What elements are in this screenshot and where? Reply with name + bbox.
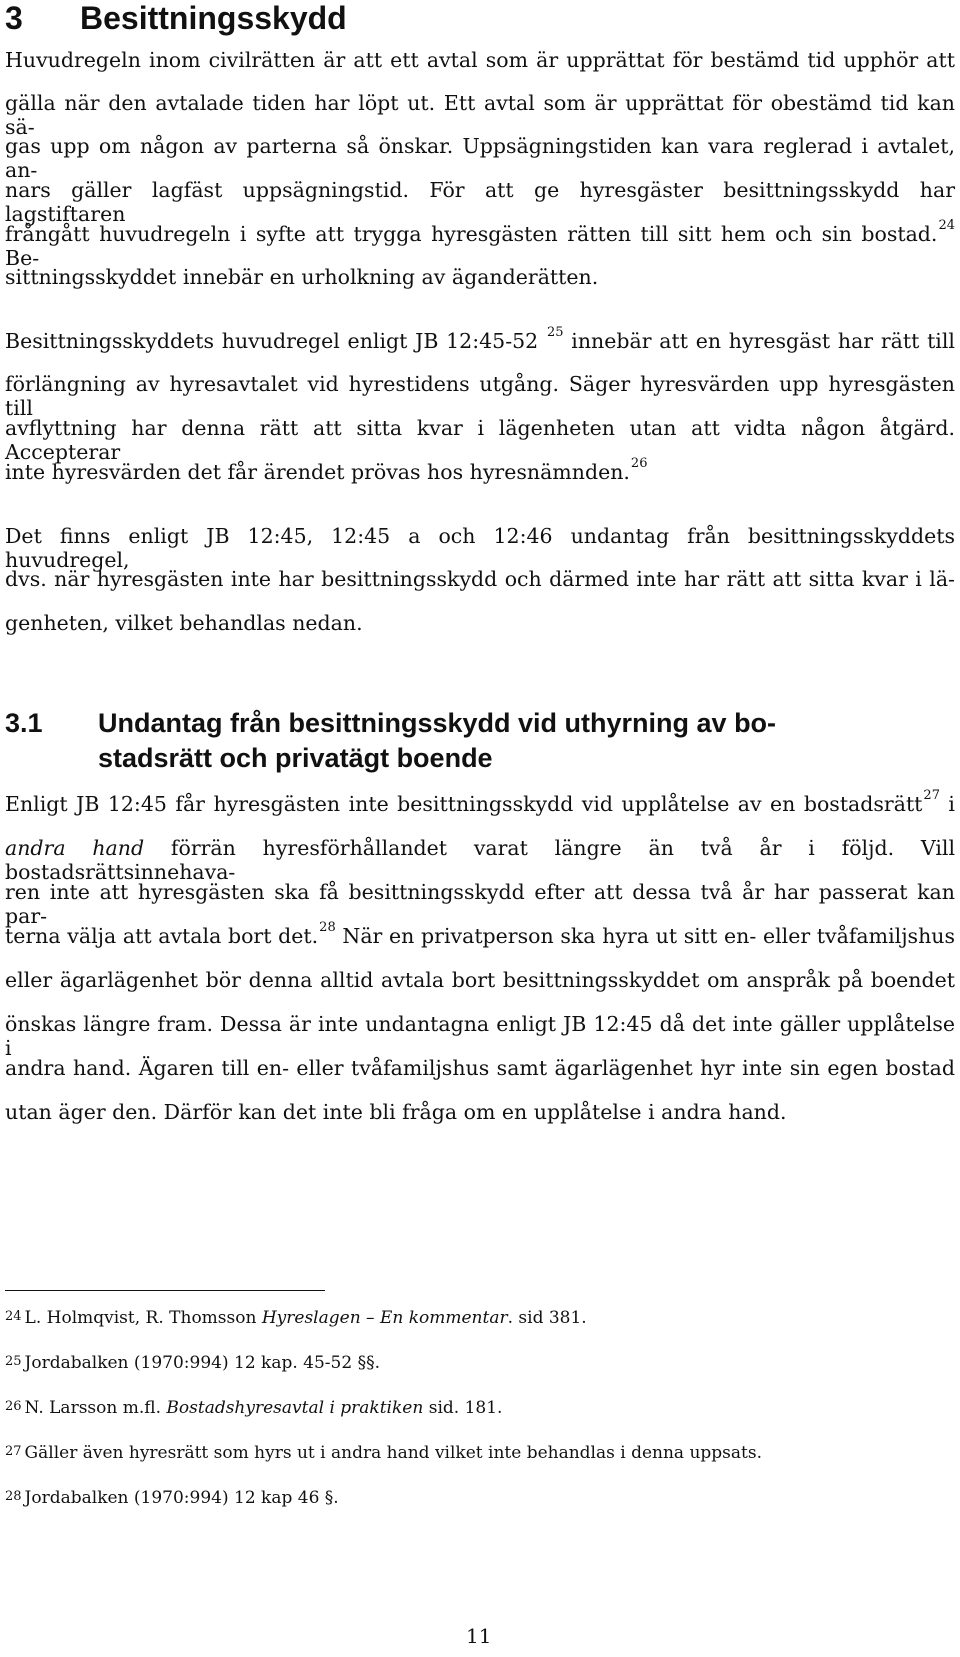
paragraph-line: avflyttning har denna rätt att sitta kvar i lägenheten utan att vidta någon åtgärd. Accepterar: [5, 416, 955, 464]
paragraph-line: dvs. när hyresgästen inte har besittningsskydd och därmed inte har rätt att sitta kvar i lä-: [5, 567, 955, 591]
paragraph-line: sittningsskyddet innebär en urholkning av äganderätten.: [5, 265, 599, 289]
page-number: 11: [466, 1624, 492, 1648]
footnote-ref: 25: [546, 325, 564, 340]
footnote: $^{26}$ N. Larsson m.fl. Bostadshyresavtal i praktiken sid. 181.: [5, 1398, 503, 1418]
footnote: $^{28}$ Jordabalken (1970:994) 12 kap 46 §.: [5, 1488, 339, 1508]
paragraph-line: gas upp om någon av parterna så önskar. Uppsägningstiden kan vara reglerad i avtalet, an-: [5, 134, 955, 182]
paragraph-line: andra hand. Ägaren till en- eller tvåfamiljshus samt ägarlägenhet hyr inte sin egen bostad: [5, 1056, 955, 1080]
section-title: Besittningsskydd: [80, 0, 347, 36]
subsection-title-line: stadsrätt och privatägt boende: [98, 743, 493, 773]
paragraph-line: nars gäller lagfäst uppsägningstid. För att ge hyresgäster besittningsskydd har lagstiftaren: [5, 178, 955, 226]
footnote-ref: 24: [938, 218, 955, 233]
footnote-divider: [5, 1290, 325, 1291]
paragraph-line: Huvudregeln inom civilrätten är att ett avtal som är upprättat för bestämd tid upphör att: [5, 48, 955, 72]
paragraph-line: eller ägarlägenhet bör denna alltid avtala bort besittningsskyddet om anspråk på boendet: [5, 968, 955, 992]
paragraph-line: inte hyresvärden det får ärendet prövas hos hyresnämnden.$^{26}$: [5, 456, 648, 484]
paragraph-line: gälla när den avtalade tiden har löpt ut. Ett avtal som är upprättat för obestämd tid kan sä-: [5, 91, 955, 139]
paragraph-line: ren inte att hyresgästen ska få besittningsskydd efter att dessa två år har passerat kan par-: [5, 880, 955, 928]
paragraph-line: Det finns enligt JB 12:45, 12:45 a och 12:46 undantag från besittningsskyddets huvudregel,: [5, 524, 955, 572]
paragraph-line: utan äger den. Därför kan det inte bli fråga om en upplåtelse i andra hand.: [5, 1100, 787, 1124]
footnote-ref: 26: [630, 456, 648, 471]
footnote: $^{27}$ Gäller även hyresrätt som hyrs ut i andra hand vilket inte behandlas i denna uppsats.: [5, 1443, 763, 1463]
footnote: $^{24}$ L. Holmqvist, R. Thomsson Hyreslagen – En kommentar. sid 381.: [5, 1308, 587, 1328]
section-number: 3: [5, 0, 23, 36]
footnote-ref: 28: [319, 920, 336, 935]
paragraph-line: terna välja att avtala bort det.$^{28}$ När en privatperson ska hyra ut sitt en- eller tvåfamiljshus: [5, 920, 956, 948]
paragraph-line: förlängning av hyresavtalet vid hyrestidens utgång. Säger hyresvärden upp hyresgästen till: [5, 372, 955, 420]
paragraph-line: genheten, vilket behandlas nedan.: [5, 611, 363, 635]
paragraph-line: önskas längre fram. Dessa är inte undantagna enligt JB 12:45 då det inte gäller upplåtelse i: [5, 1012, 955, 1060]
subsection-number: 3.1: [5, 708, 43, 738]
paragraph-line: Enligt JB 12:45 får hyresgästen inte besittningsskydd vid upplåtelse av en bostadsrätt$^{27}$ i: [5, 788, 955, 816]
section-heading: [5, 0, 347, 36]
subsection-heading: [5, 706, 776, 776]
footnote-ref: 27: [923, 788, 940, 803]
paragraph-line: frångått huvudregeln i syfte att trygga hyresgästen rätten till sitt hem och sin bostad.$^{24}$ Be-: [5, 218, 955, 270]
paragraph-line: andra hand förrän hyresförhållandet varat längre än två år i följd. Vill bostadsrättsinnehava-: [5, 836, 955, 884]
subsection-title-line: Undantag från besittningsskydd vid uthyrning av bo-: [98, 708, 777, 738]
footnote: $^{25}$ Jordabalken (1970:994) 12 kap. 45-52 §§.: [5, 1353, 380, 1373]
paragraph-line: Besittningsskyddets huvudregel enligt JB 12:45-52 $^{25}$ innebär att en hyresgäst har rätt till: [5, 325, 955, 353]
